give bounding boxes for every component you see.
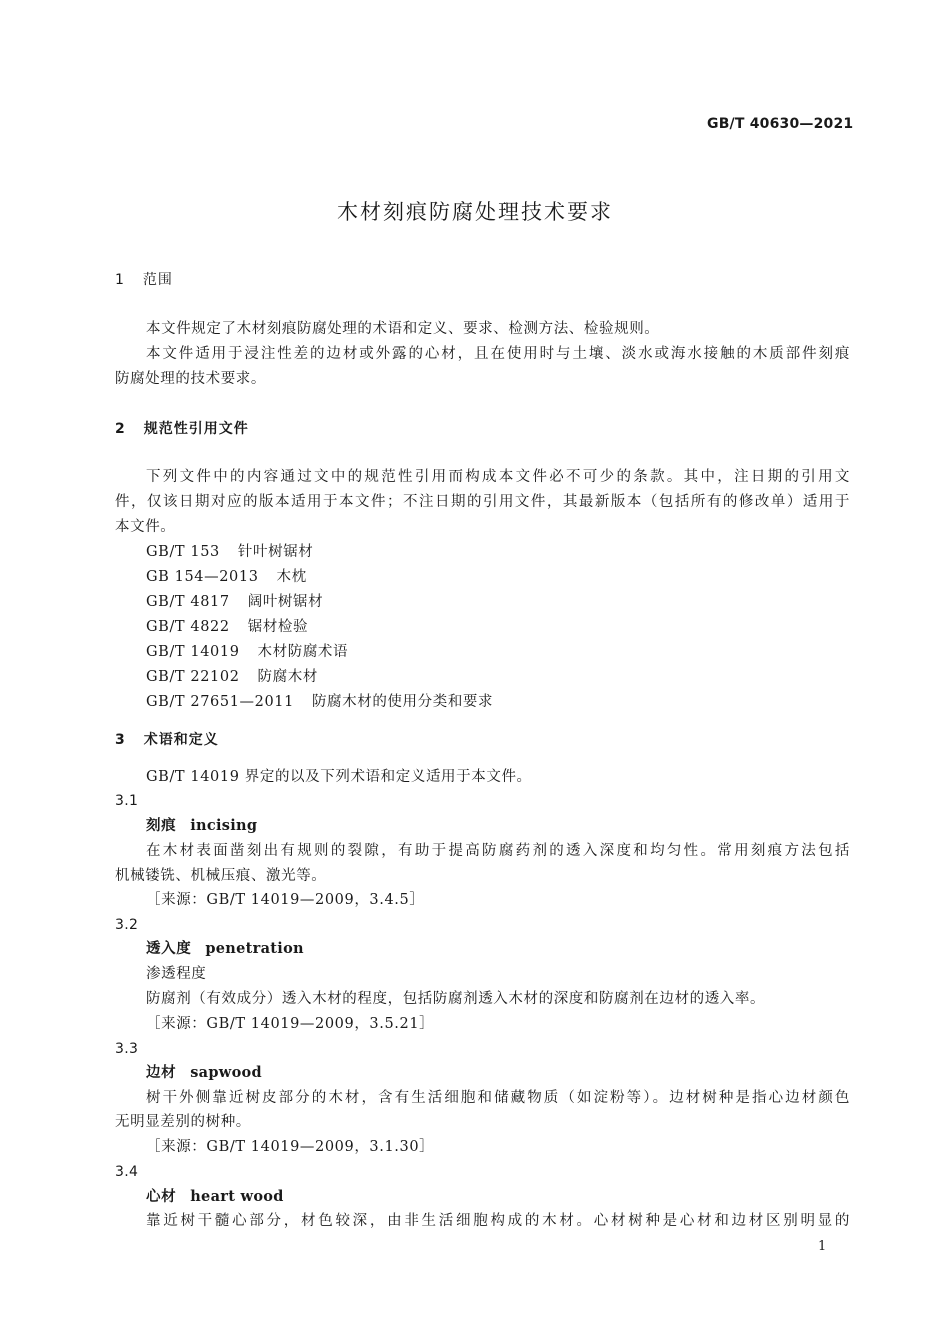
term-definition-line-1: 靠近树干髓心部分，材色较深，由非生活细胞构成的木材。心材树种是心材和边材区别明显的	[146, 1213, 850, 1229]
section-number: 2	[115, 421, 126, 437]
term-number: 3.1	[115, 793, 139, 809]
term-source: ［来源：GB/T 14019—2009，3.5.21］	[146, 1016, 435, 1032]
reference-item: GB/T 153 针叶树锯材	[146, 544, 314, 560]
reference-item: GB/T 14019 木材防腐术语	[146, 644, 349, 660]
term-heading: 边材 sapwood	[146, 1064, 262, 1081]
term-definition-line-1: 防腐剂（有效成分）透入木材的程度，包括防腐剂透入木材的深度和防腐剂在边材的透入率。	[146, 991, 766, 1007]
section-title: 术语和定义	[143, 732, 219, 748]
term-definition-line-1: 树干外侧靠近树皮部分的木材，含有生活细胞和储藏物质（如淀粉等）。边材树种是指心边材颜色	[146, 1090, 850, 1106]
term-heading: 心材 heart wood	[146, 1188, 284, 1205]
term-heading: 透入度 penetration	[146, 940, 304, 957]
normative-intro-line-1: 下列文件中的内容通过文中的规范性引用而构成本文件必不可少的条款。其中，注日期的引用文	[146, 469, 850, 485]
term-source: ［来源：GB/T 14019—2009，3.4.5］	[146, 892, 425, 908]
term-definition-line-2: 无明显差别的树种。	[115, 1114, 251, 1130]
normative-intro-line-2: 件，仅该日期对应的版本适用于本文件；不注日期的引用文件，其最新版本（包括所有的修改单）适用于	[115, 494, 850, 510]
term-definition-line-1: 在木材表面凿刻出有规则的裂隙，有助于提高防腐药剂的透入深度和均匀性。常用刻痕方法包括	[146, 843, 850, 859]
reference-item: GB/T 22102 防腐木材	[146, 669, 318, 685]
term-synonym: 渗透程度	[146, 966, 207, 982]
term-definition-line-2: 机械镂铣、机械压痕、激光等。	[115, 868, 327, 884]
section-number: 1	[115, 272, 125, 288]
term-number: 3.2	[115, 917, 139, 933]
section-number: 3	[115, 732, 126, 748]
section-title: 范围	[142, 272, 173, 288]
section-2-heading	[115, 420, 249, 438]
document-title: 木材刻痕防腐处理技术要求	[337, 200, 613, 224]
reference-item: GB/T 27651—2011 防腐木材的使用分类和要求	[146, 694, 494, 710]
section-title: 规范性引用文件	[143, 421, 249, 437]
term-number: 3.3	[115, 1041, 139, 1057]
term-source: ［来源：GB/T 14019—2009，3.1.30］	[146, 1139, 435, 1155]
section-1-heading	[115, 271, 173, 289]
term-number: 3.4	[115, 1164, 139, 1180]
normative-intro-line-3: 本文件。	[115, 519, 176, 535]
scope-paragraph-1: 本文件规定了木材刻痕防腐处理的术语和定义、要求、检测方法、检验规则。	[146, 321, 660, 337]
reference-item: GB/T 4822 锯材检验	[146, 619, 309, 635]
terms-intro: GB/T 14019 界定的以及下列术语和定义适用于本文件。	[146, 769, 532, 785]
reference-item: GB 154—2013 木枕	[146, 569, 307, 585]
section-3-heading	[115, 731, 219, 749]
reference-item: GB/T 4817 阔叶树锯材	[146, 594, 324, 610]
scope-paragraph-2-line-2: 防腐处理的技术要求。	[115, 371, 266, 387]
scope-paragraph-2-line-1: 本文件适用于浸注性差的边材或外露的心材，且在使用时与土壤、淡水或海水接触的木质部件刻痕	[146, 346, 850, 362]
standard-number: GB/T 40630—2021	[707, 116, 854, 132]
term-heading: 刻痕 incising	[146, 817, 258, 834]
page-number: 1	[818, 1239, 827, 1254]
